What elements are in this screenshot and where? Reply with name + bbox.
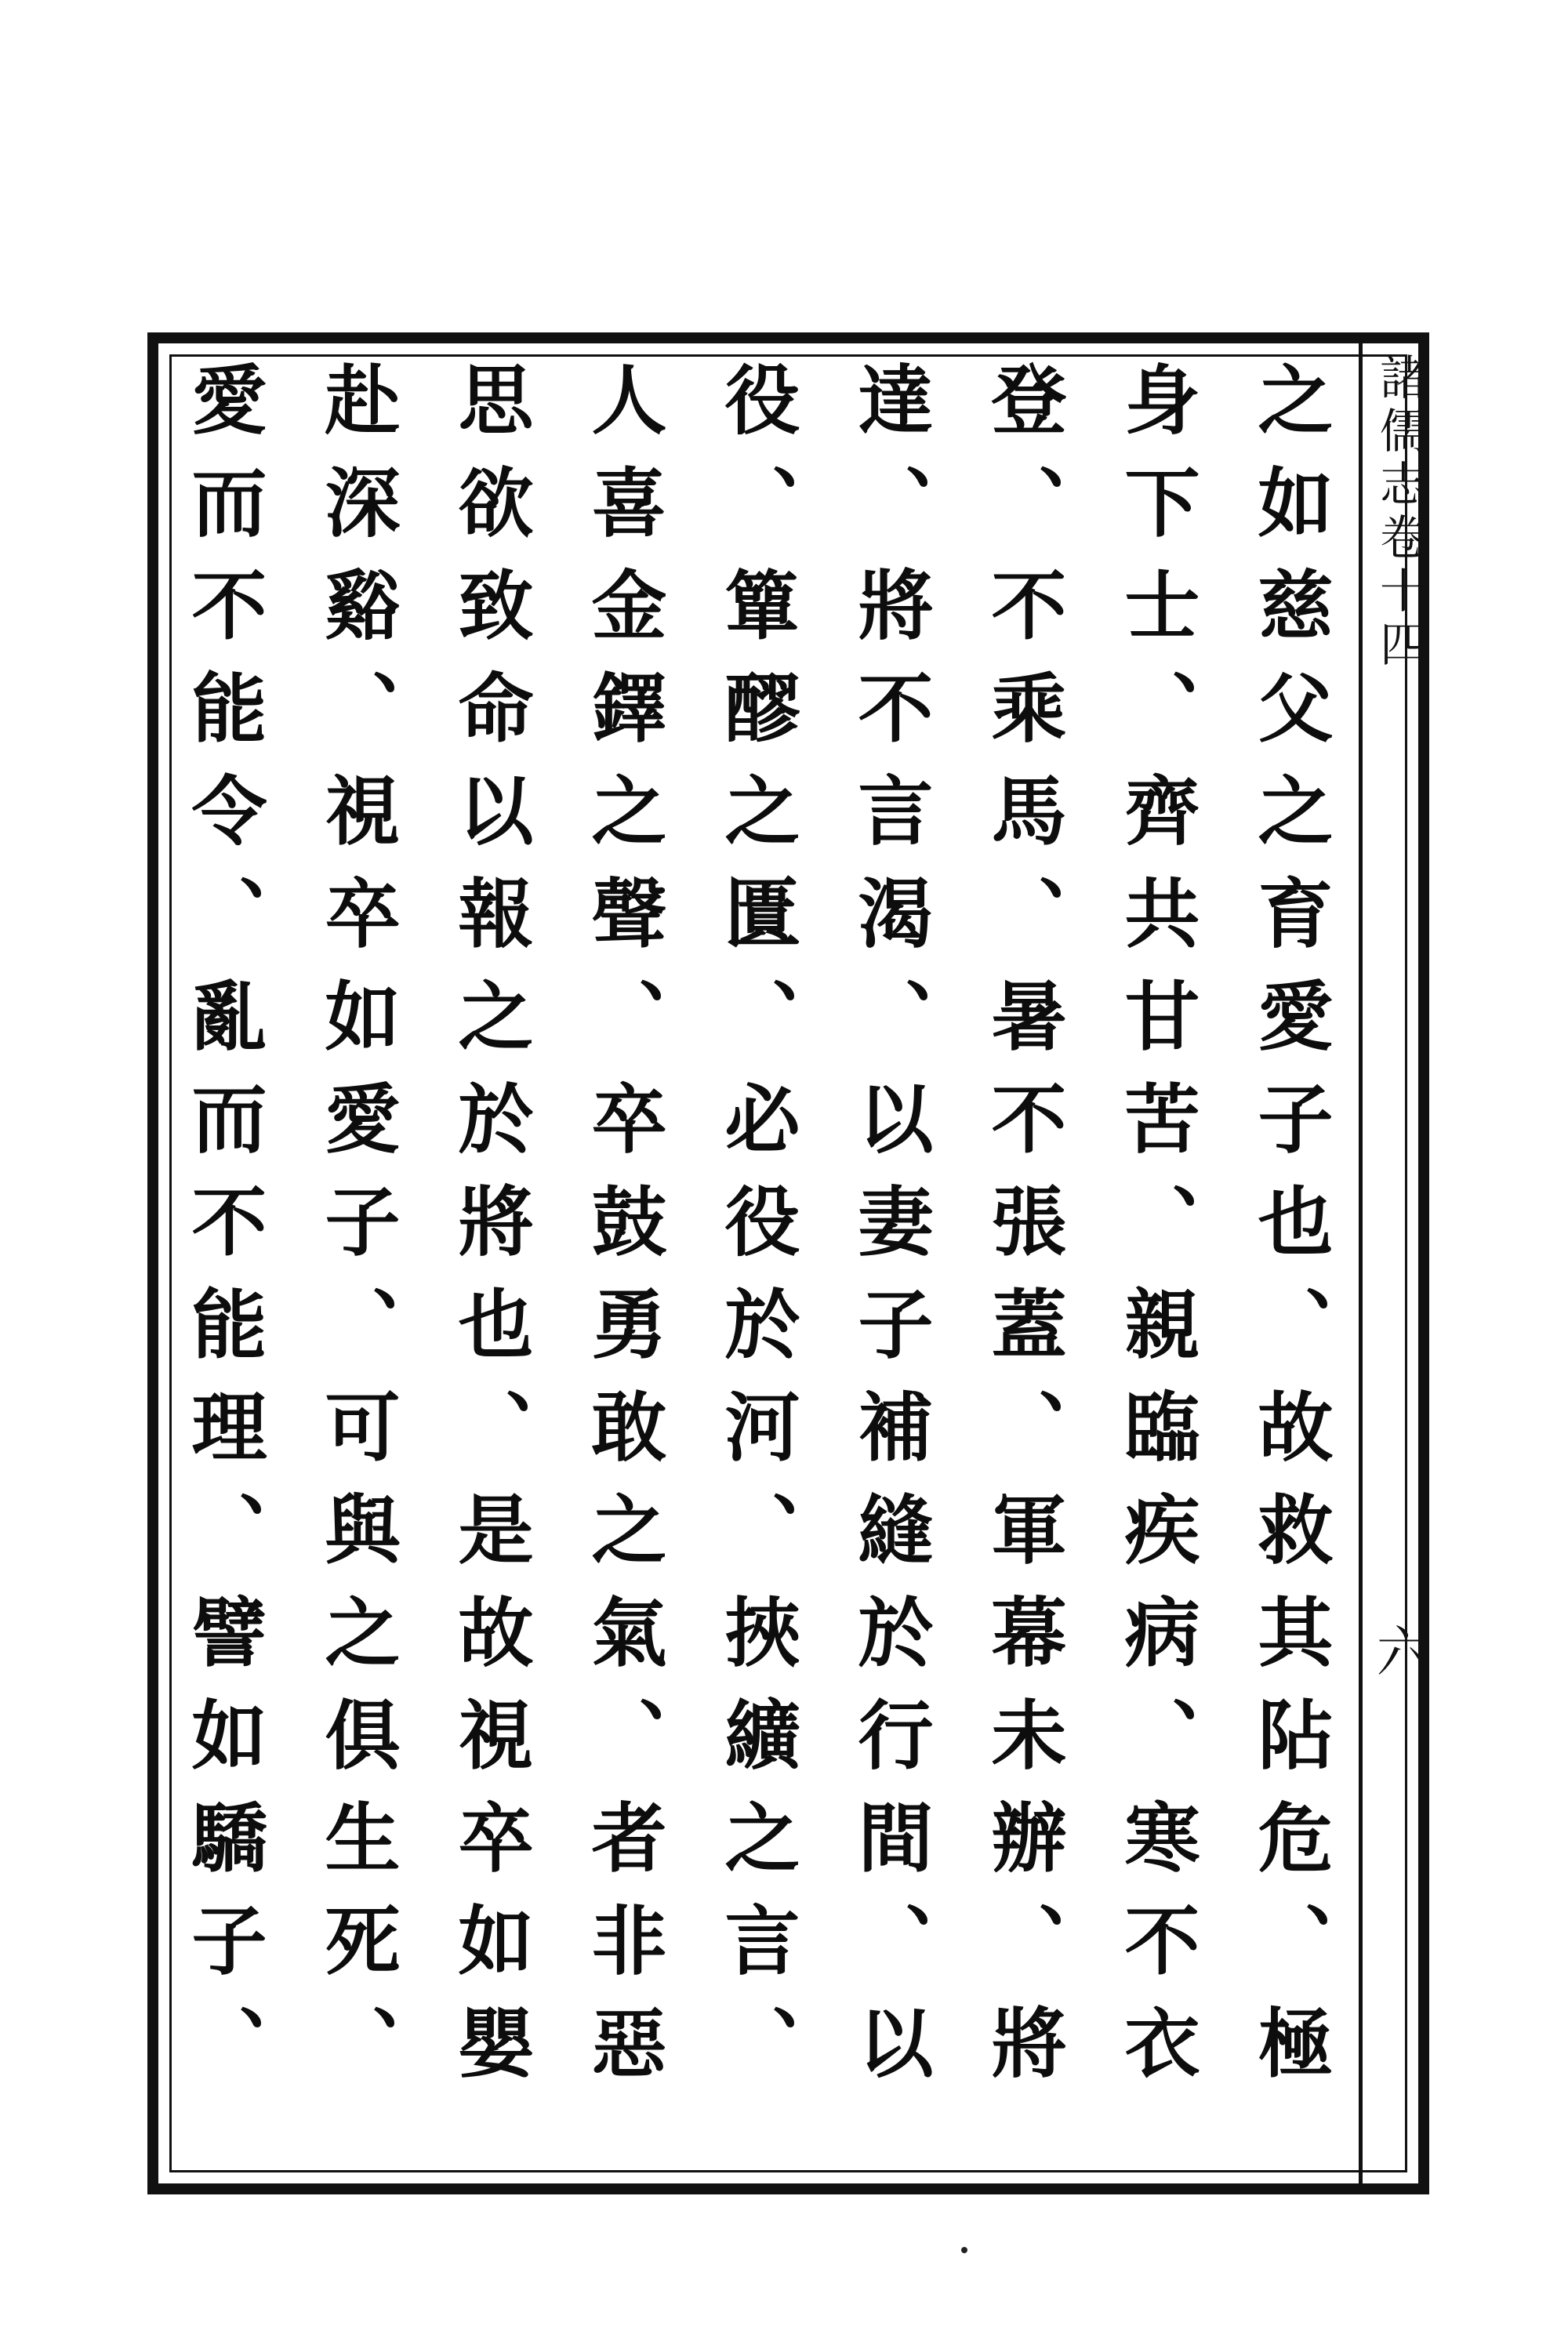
text-column-7: 思欲致命以報之於將也、是故視卒如嬰 xyxy=(446,361,535,2107)
folio-number: 六 xyxy=(1367,1623,1432,1678)
ink-speck xyxy=(961,2247,967,2253)
text-column-4: 達、將不言渴、以妻子補縫於行間、以 xyxy=(846,361,935,2107)
text-column-5: 役、簞醪之匱、必役於河、挾纊之言、 xyxy=(713,361,801,2107)
text-column-9: 愛而不能令、亂而不能理、譬如驕子、 xyxy=(180,361,268,2107)
text-column-6: 人喜金鐸之聲、卒鼓勇敢之氣、者非惡 xyxy=(579,361,668,2107)
main-text xyxy=(165,345,1348,2183)
text-column-8: 赴深谿、視卒如愛子、可與之俱生死、 xyxy=(313,361,401,2107)
text-column-3: 登、不乘馬、暑不張蓋、軍幕未辦、將 xyxy=(979,361,1068,2107)
margin-title: 諸儒志卷十四 xyxy=(1372,353,1427,673)
text-column-2: 身下士、齊共甘苦、親臨疾病、寒不衣 xyxy=(1112,361,1201,2107)
text-column-1: 之如慈父之育愛子也、故救其阽危、極 xyxy=(1246,361,1334,2107)
margin-divider xyxy=(1359,332,1363,2194)
